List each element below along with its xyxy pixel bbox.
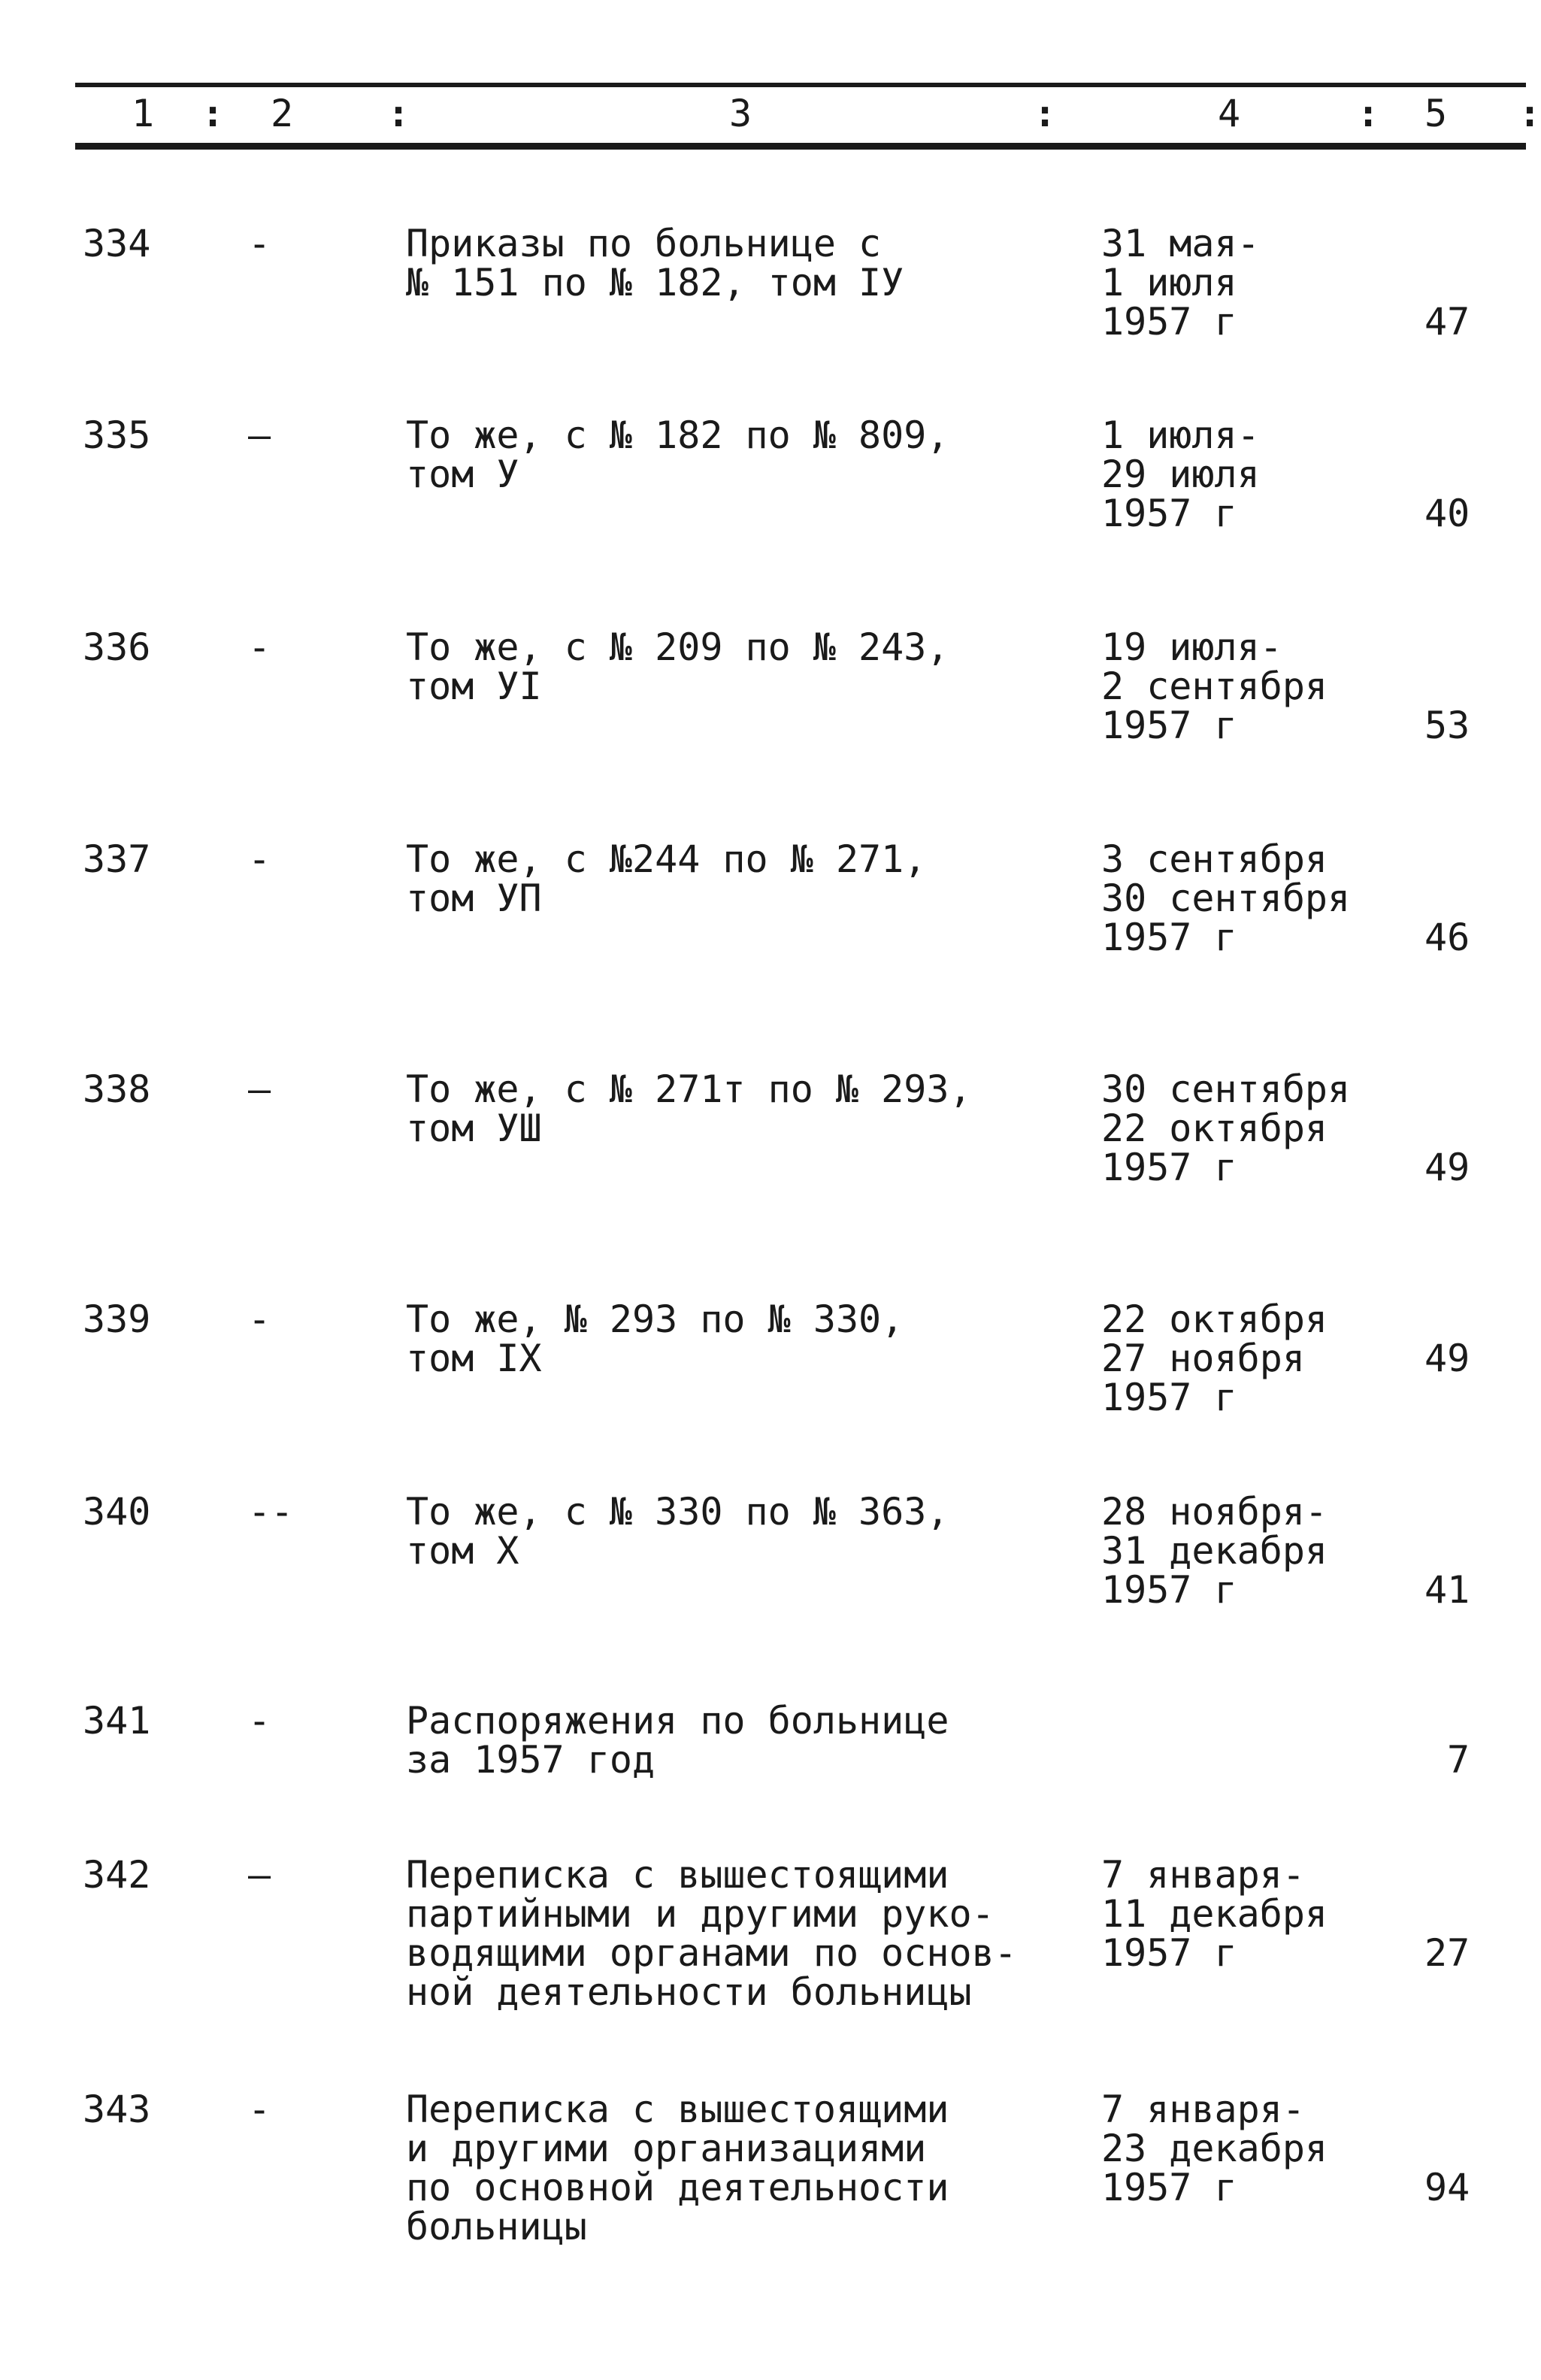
title-line: том УШ	[406, 1107, 542, 1150]
title-line: То же, с № 271т по № 293,	[406, 1067, 972, 1111]
date-line: 1 июля	[1101, 261, 1237, 304]
row-col2: -	[248, 222, 271, 265]
row-title	[406, 625, 949, 708]
title-line: То же, № 293 по № 330,	[406, 1297, 904, 1341]
title-line: том У	[406, 453, 519, 496]
date-line: 7 января-	[1101, 1853, 1305, 1897]
date-line: 7 января-	[1101, 2088, 1305, 2131]
title-line: Переписка с вышестоящими	[406, 2088, 949, 2131]
title-line: Переписка с вышестоящими	[406, 1853, 949, 1897]
row-pages: 40	[1424, 492, 1470, 535]
row-pages: 49	[1424, 1146, 1470, 1189]
title-line: партийными и другими руко-	[406, 1892, 995, 1936]
row-pages: 53	[1424, 704, 1470, 747]
row-col2: —	[248, 413, 271, 457]
date-line: 1 июля-	[1101, 413, 1260, 457]
row-date	[1101, 222, 1260, 344]
row-pages: 49	[1424, 1337, 1470, 1380]
date-line: 1957 г	[1101, 1931, 1237, 1975]
row-date	[1101, 625, 1328, 747]
row-title	[406, 224, 904, 302]
title-line: Распоряжения по больнице	[406, 1699, 949, 1743]
title-line: водящими органами по основ-	[406, 1931, 1017, 1975]
row-number: 341	[83, 1699, 151, 1743]
row-pages: 46	[1424, 916, 1470, 959]
row-number: 340	[83, 1490, 151, 1534]
row-title	[406, 1297, 904, 1380]
date-line: 30 сентября	[1101, 877, 1351, 920]
title-line: за 1957 год	[406, 1738, 655, 1782]
title-line: и другими организациями	[406, 2127, 927, 2170]
row-date	[1101, 2090, 1328, 2207]
title-line: том IX	[406, 1337, 542, 1380]
column-header-4: 4	[1218, 92, 1241, 135]
row-number: 337	[83, 837, 151, 881]
date-line: 1957 г	[1101, 1568, 1237, 1612]
row-date	[1101, 837, 1351, 959]
column-separator: :	[387, 92, 410, 135]
column-header-5: 5	[1424, 92, 1448, 135]
row-pages: 7	[1447, 1738, 1470, 1782]
date-line: 1957 г	[1101, 916, 1237, 959]
title-line: том УП	[406, 877, 542, 920]
title-line: по основной деятельности	[406, 2166, 949, 2209]
date-line: 29 июля	[1101, 453, 1260, 496]
row-title	[406, 1067, 972, 1150]
title-line: больницы	[406, 2205, 587, 2248]
row-number: 336	[83, 625, 151, 669]
column-header-3: 3	[729, 92, 752, 135]
date-line: 19 июля-	[1101, 625, 1282, 669]
column-separator: :	[201, 92, 225, 135]
date-line: 22 октября	[1101, 1297, 1328, 1341]
title-line: То же, с № 182 по № 809,	[406, 413, 949, 457]
row-date	[1101, 1297, 1328, 1419]
row-title	[406, 837, 927, 920]
row-date	[1101, 1067, 1351, 1189]
date-line: 2 сентября	[1101, 665, 1328, 708]
row-pages: 27	[1424, 1931, 1470, 1975]
row-number: 342	[83, 1853, 151, 1897]
row-title	[406, 413, 949, 496]
column-separator: :	[1518, 92, 1541, 135]
column-header-2: 2	[271, 92, 294, 135]
date-line: 30 сентября	[1101, 1067, 1351, 1111]
row-col2: -	[248, 2088, 271, 2131]
title-line: То же, с №244 по № 271,	[406, 837, 927, 881]
row-col2: -	[248, 1297, 271, 1341]
row-number: 343	[83, 2088, 151, 2131]
row-col2: -	[248, 625, 271, 669]
row-title	[406, 2090, 949, 2246]
date-line: 28 ноября-	[1101, 1490, 1328, 1534]
row-number: 339	[83, 1297, 151, 1341]
row-date	[1101, 1855, 1328, 1973]
row-pages: 47	[1424, 300, 1470, 344]
row-number: 338	[83, 1067, 151, 1111]
column-separator: :	[1357, 92, 1380, 135]
row-number: 335	[83, 413, 151, 457]
column-header-1: 1	[132, 92, 155, 135]
title-line: Приказы по больнице с	[406, 222, 882, 265]
row-date	[1101, 1490, 1328, 1612]
row-title	[406, 1855, 1017, 2012]
date-line: 11 декабря	[1101, 1892, 1328, 1936]
row-col2: -	[248, 1699, 271, 1743]
title-line: ной деятельности больницы	[406, 1970, 972, 2014]
date-line: 31 декабря	[1101, 1529, 1328, 1573]
title-line: То же, с № 209 по № 243,	[406, 625, 949, 669]
row-col2: —	[248, 1067, 271, 1111]
date-line: 22 октября	[1101, 1107, 1328, 1150]
date-line: 1957 г	[1101, 300, 1237, 344]
date-line: 1957 г	[1101, 1376, 1237, 1419]
row-pages: 41	[1424, 1568, 1470, 1612]
header-bottom-rule	[75, 143, 1526, 150]
row-col2: -	[248, 837, 271, 881]
row-date	[1101, 413, 1260, 535]
row-pages: 94	[1424, 2166, 1470, 2209]
row-title	[406, 1490, 949, 1573]
title-line: том УI	[406, 665, 542, 708]
column-separator: :	[1034, 92, 1057, 135]
date-line: 1957 г	[1101, 2166, 1237, 2209]
date-line: 31 мая-	[1101, 222, 1260, 265]
title-line: том X	[406, 1529, 519, 1573]
title-line: То же, с № 330 по № 363,	[406, 1490, 949, 1534]
date-line: 1957 г	[1101, 492, 1237, 535]
date-line: 23 декабря	[1101, 2127, 1328, 2170]
date-line: 1957 г	[1101, 1146, 1237, 1189]
row-col2: --	[248, 1490, 294, 1534]
date-line: 1957 г	[1101, 704, 1237, 747]
row-number: 334	[83, 222, 151, 265]
title-line: № 151 по № 182, том IУ	[406, 261, 904, 304]
row-col2: —	[248, 1853, 271, 1897]
date-line: 27 ноября	[1101, 1337, 1305, 1380]
date-line: 3 сентября	[1101, 837, 1328, 881]
header-top-rule	[75, 83, 1526, 87]
row-title	[406, 1699, 949, 1782]
